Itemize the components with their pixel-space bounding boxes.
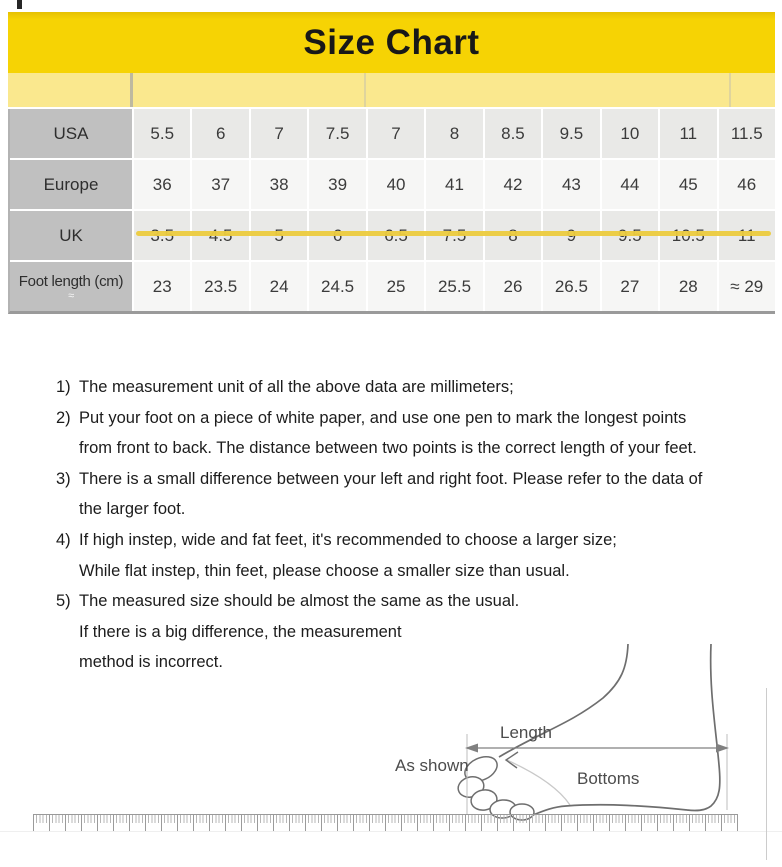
- foot-length-label: Foot length (cm): [18, 272, 124, 290]
- right-edge-line: [766, 688, 767, 860]
- size-cell: 11: [660, 109, 716, 158]
- table-top-faded-band: [8, 73, 775, 107]
- size-cell: 25.5: [426, 262, 482, 311]
- note-item-3: [56, 464, 766, 525]
- note-marker: 5): [56, 592, 71, 611]
- size-cell: 37: [192, 160, 248, 209]
- size-cell: 42: [485, 160, 541, 209]
- size-cell: 43: [543, 160, 599, 209]
- size-cell: 44: [602, 160, 658, 209]
- size-cell: 24: [251, 262, 307, 311]
- ruler-baseline-artifact: [0, 831, 782, 832]
- as-shown-label: As shown: [395, 756, 469, 775]
- bottoms-label: Bottoms: [577, 769, 640, 788]
- size-cell: 7: [251, 109, 307, 158]
- note-marker: 2): [56, 408, 71, 427]
- size-cell: 27: [602, 262, 658, 311]
- size-conversion-table: [8, 109, 775, 314]
- note-marker: 1): [56, 378, 71, 396]
- size-cell: 28: [660, 262, 716, 311]
- note-item-2: [56, 403, 766, 464]
- note-line: Put your foot on a piece of white paper, and use one pen to mark the longest points: [79, 408, 687, 427]
- row-header-usa: USA: [10, 109, 132, 158]
- size-cell: 11.5: [719, 109, 775, 158]
- size-cell: 9.5: [543, 109, 599, 158]
- size-cell: 25: [368, 262, 424, 311]
- size-cell: 6: [192, 109, 248, 158]
- size-cell: 8.5: [485, 109, 541, 158]
- size-cell: 40: [368, 160, 424, 209]
- size-cell: ≈ 29: [719, 262, 775, 311]
- size-cell: 23: [134, 262, 190, 311]
- size-cell: 41: [426, 160, 482, 209]
- uk-row-strikethrough-line: [136, 231, 771, 236]
- note-line: the larger foot.: [79, 500, 186, 519]
- approx-symbol: ≈: [68, 289, 74, 302]
- size-cell: 24.5: [309, 262, 365, 311]
- note-item-1: [56, 372, 766, 403]
- note-item-4: [56, 525, 766, 586]
- length-label: Length: [500, 723, 552, 742]
- size-cell: 10: [602, 109, 658, 158]
- row-header-foot-length: [10, 262, 132, 311]
- size-cell: 8: [426, 109, 482, 158]
- row-header-uk: UK: [10, 211, 132, 260]
- note-marker: 4): [56, 530, 71, 549]
- size-cell: 5.5: [134, 109, 190, 158]
- size-cell: 26.5: [543, 262, 599, 311]
- size-cell: 26: [485, 262, 541, 311]
- size-cell: 7: [368, 109, 424, 158]
- size-cell: 46: [719, 160, 775, 209]
- note-marker: 3): [56, 469, 71, 488]
- page-title: Size Chart: [303, 22, 480, 62]
- ruler: [33, 814, 738, 831]
- band-separator: [130, 73, 133, 107]
- note-line: The measurement unit of all the above data are millimeters;: [79, 378, 514, 396]
- note-line: method is incorrect.: [79, 653, 223, 672]
- note-line: If there is a big difference, the measurement: [79, 622, 402, 641]
- band-separator: [364, 73, 366, 107]
- size-cell: 36: [134, 160, 190, 209]
- size-cell: 39: [309, 160, 365, 209]
- row-header-europe: Europe: [10, 160, 132, 209]
- note-line: The measured size should be almost the same as the usual.: [79, 592, 520, 611]
- edge-artifact: [17, 0, 22, 9]
- title-banner: [8, 12, 775, 73]
- heel-contour: [687, 644, 720, 811]
- size-cell: 7.5: [309, 109, 365, 158]
- size-cell: 45: [660, 160, 716, 209]
- size-cell: 23.5: [192, 262, 248, 311]
- note-line: from front to back. The distance between two points is the correct length of your feet.: [79, 439, 697, 458]
- note-line: There is a small difference between your left and right foot. Please refer to the data of: [79, 469, 703, 488]
- band-separator: [729, 73, 731, 107]
- note-line: If high instep, wide and fat feet, it's recommended to choose a larger size;: [79, 530, 617, 549]
- size-cell: 38: [251, 160, 307, 209]
- note-line: While flat instep, thin feet, please choose a smaller size than usual.: [79, 561, 570, 580]
